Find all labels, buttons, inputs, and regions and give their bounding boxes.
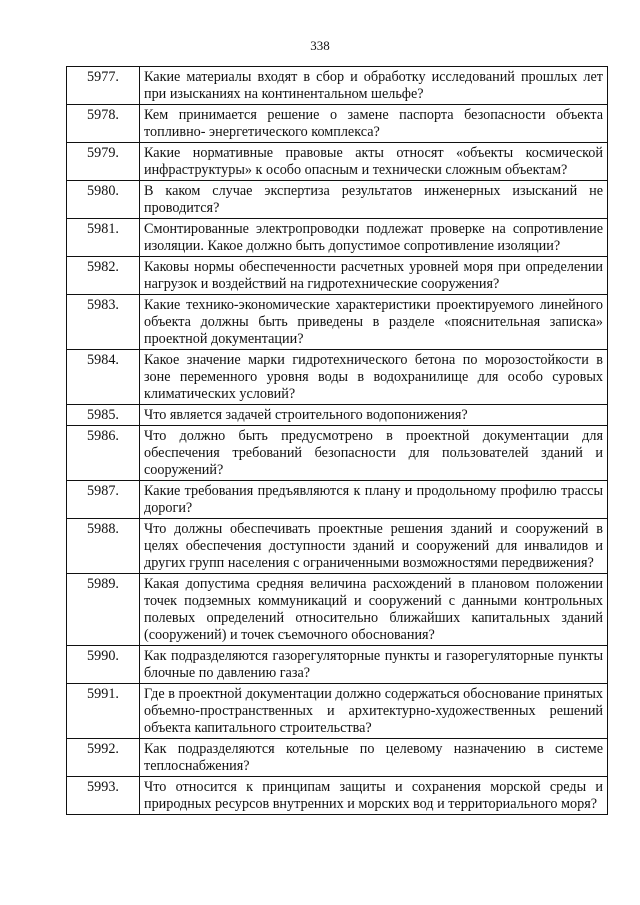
questions-table: [66, 66, 608, 815]
question-number: 5993.: [67, 777, 140, 815]
question-text: Какие технико-экономические характеристики проектируемого линейного объекта должны быть приведены в разделе «пояснительная записка» проектной документации?: [140, 295, 608, 350]
question-number: 5983.: [67, 295, 140, 350]
question-number: 5987.: [67, 481, 140, 519]
question-text: Какие нормативные правовые акты относят «объекты космической инфраструктуры» к особо опасным и технически сложным объектам?: [140, 143, 608, 181]
table-row: [67, 574, 608, 646]
table-row: [67, 739, 608, 777]
question-number: 5986.: [67, 426, 140, 481]
table-row: [67, 67, 608, 105]
question-text: Что должны обеспечивать проектные решения зданий и сооружений в целях обеспечения доступности зданий и сооружений для инвалидов и других групп населения с ограниченными возможностями передвижения?: [140, 519, 608, 574]
table-row: [67, 777, 608, 815]
question-text: Какие требования предъявляются к плану и продольному профилю трассы дороги?: [140, 481, 608, 519]
question-number: 5988.: [67, 519, 140, 574]
table-row: [67, 181, 608, 219]
table-row: [67, 519, 608, 574]
table-row: [67, 143, 608, 181]
question-text: Смонтированные электропроводки подлежат проверке на сопротивление изоляции. Какое должно быть допустимое сопротивление изоляции?: [140, 219, 608, 257]
table-row: [67, 219, 608, 257]
question-text: Какая допустима средняя величина расхождений в плановом положении точек подземных коммуникаций и сооружений с данными контрольных полевых определений относительно ближайших капитальных зданий (сооружений) и точек съемочного обоснования?: [140, 574, 608, 646]
question-number: 5979.: [67, 143, 140, 181]
question-text: Что является задачей строительного водопонижения?: [140, 405, 608, 426]
table-row: [67, 481, 608, 519]
question-text: Какие материалы входят в сбор и обработку исследований прошлых лет при изысканиях на континентальном шельфе?: [140, 67, 608, 105]
question-text: Кем принимается решение о замене паспорта безопасности объекта топливно- энергетического комплекса?: [140, 105, 608, 143]
question-number: 5982.: [67, 257, 140, 295]
question-text: Какое значение марки гидротехнического бетона по морозостойкости в зоне переменного уровня воды в водохранилище для особо суровых климатических условий?: [140, 350, 608, 405]
table-row: [67, 405, 608, 426]
table-row: [67, 684, 608, 739]
question-number: 5978.: [67, 105, 140, 143]
question-text: Что должно быть предусмотрено в проектной документации для обеспечения требований безопасности для пользователей зданий и сооружений?: [140, 426, 608, 481]
table-row: [67, 295, 608, 350]
question-text: В каком случае экспертиза результатов инженерных изысканий не проводится?: [140, 181, 608, 219]
table-row: [67, 350, 608, 405]
table-row: [67, 257, 608, 295]
page-number: 338: [310, 38, 330, 53]
question-text: Как подразделяются котельные по целевому назначению в системе теплоснабжения?: [140, 739, 608, 777]
question-number: 5989.: [67, 574, 140, 646]
question-number: 5991.: [67, 684, 140, 739]
question-number: 5990.: [67, 646, 140, 684]
table-row: [67, 105, 608, 143]
question-number: 5985.: [67, 405, 140, 426]
question-number: 5980.: [67, 181, 140, 219]
table-row: [67, 426, 608, 481]
question-text: Как подразделяются газорегуляторные пункты и газорегуляторные пункты блочные по давлению газа?: [140, 646, 608, 684]
question-text: Где в проектной документации должно содержаться обоснование принятых объемно-пространственных и архитектурно-художественных решений объекта капитального строительства?: [140, 684, 608, 739]
question-number: 5984.: [67, 350, 140, 405]
question-text: Каковы нормы обеспеченности расчетных уровней моря при определении нагрузок и воздействий на гидротехнические сооружения?: [140, 257, 608, 295]
question-number: 5977.: [67, 67, 140, 105]
question-number: 5992.: [67, 739, 140, 777]
table-row: [67, 646, 608, 684]
question-number: 5981.: [67, 219, 140, 257]
question-text: Что относится к принципам защиты и сохранения морской среды и природных ресурсов внутренних и морских вод и территориального моря?: [140, 777, 608, 815]
